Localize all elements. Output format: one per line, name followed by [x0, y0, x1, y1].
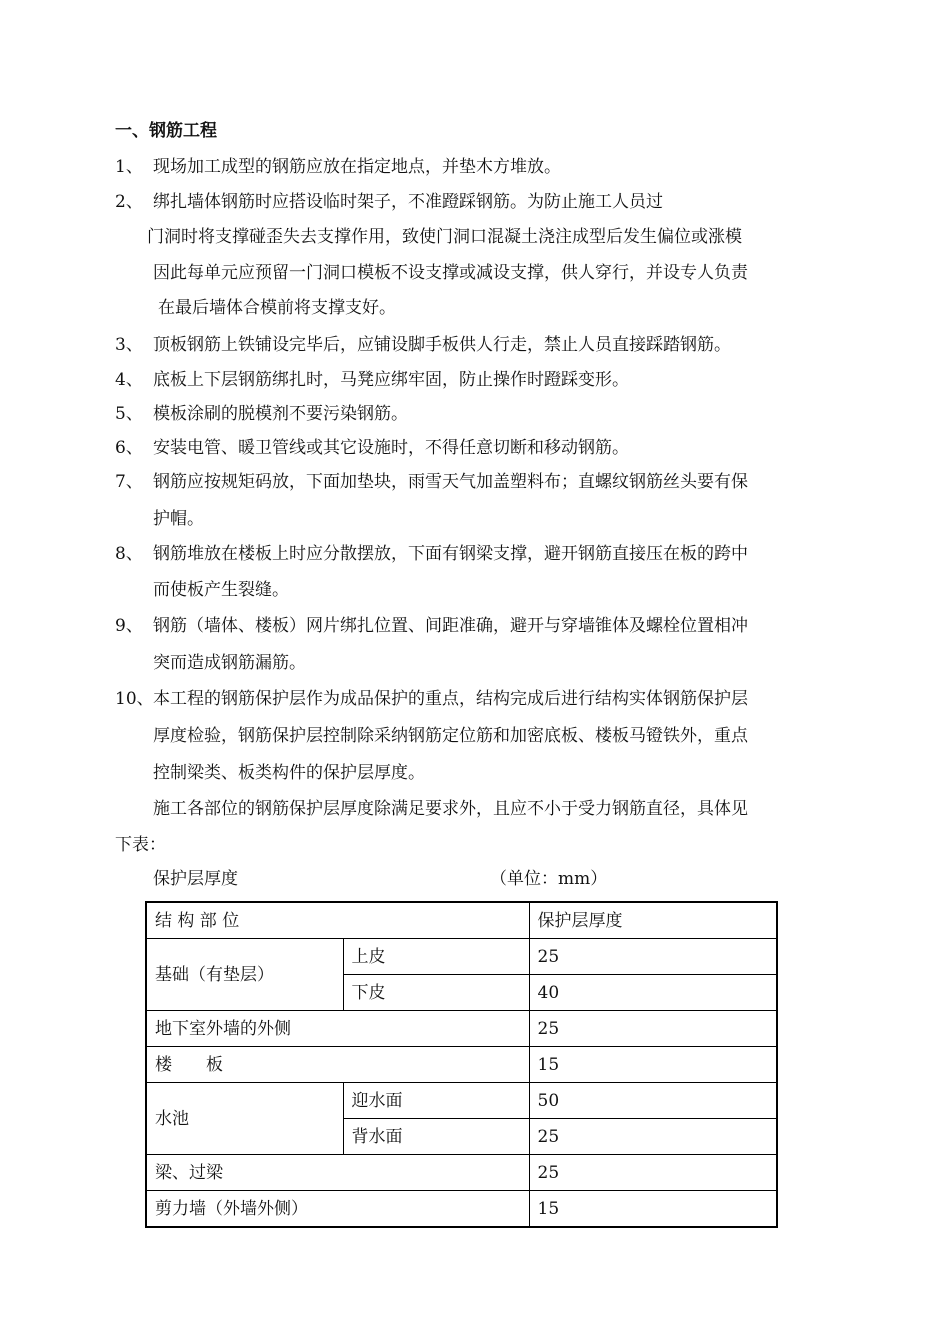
pool-back-value: 25 — [529, 1119, 777, 1155]
item-number: 8、 — [115, 544, 143, 564]
section-heading: 一、钢筋工程 — [115, 121, 217, 141]
item-text: 厚度检验，钢筋保护层控制除采纳钢筋定位筋和加密底板、楼板马镫铁外，重点 — [153, 726, 748, 746]
basement-wall-label: 地下室外墙的外侧 — [146, 1011, 529, 1047]
pool-front-label: 迎水面 — [343, 1083, 529, 1119]
item-text: 护帽。 — [153, 509, 204, 529]
item-text: 钢筋应按规矩码放，下面加垫块，雨雪天气加盖塑料布；直螺纹钢筋丝头要有保 — [153, 472, 748, 492]
item-number: 10、 — [115, 689, 154, 709]
header-cover-thickness: 保护层厚度 — [529, 902, 777, 939]
table-row — [146, 1191, 777, 1228]
pool-front-value: 50 — [529, 1083, 777, 1119]
item-text: 因此每单元应预留一门洞口模板不设支撑或减设支撑，供人穿行，并设专人负责 — [153, 263, 748, 283]
item-text: 门洞时将支撑碰歪失去支撑作用，致使门洞口混凝土浇注成型后发生偏位或涨模 — [147, 227, 742, 247]
item-text: 底板上下层钢筋绑扎时，马凳应绑牢固，防止操作时蹬踩变形。 — [153, 370, 629, 390]
item-number: 7、 — [115, 472, 143, 492]
paragraph-text: 施工各部位的钢筋保护层厚度除满足要求外，且应不小于受力钢筋直径，具体见 — [153, 799, 748, 819]
item-text: 绑扎墙体钢筋时应搭设临时架子，不准蹬踩钢筋。为防止施工人员过 — [153, 192, 663, 212]
table-title: 保护层厚度 — [153, 869, 238, 889]
paragraph-text: 下表： — [115, 835, 166, 855]
item-number: 4、 — [115, 370, 143, 390]
basement-wall-value: 25 — [529, 1011, 777, 1047]
item-text: 控制梁类、板类构件的保护层厚度。 — [153, 763, 425, 783]
cover-thickness-table — [145, 901, 778, 1228]
item-text: 而使板产生裂缝。 — [153, 580, 289, 600]
item-number: 3、 — [115, 335, 143, 355]
table-row — [146, 1011, 777, 1047]
floor-slab-label: 楼 板 — [146, 1047, 529, 1083]
item-number: 5、 — [115, 404, 143, 424]
item-text: 钢筋堆放在楼板上时应分散摆放，下面有钢梁支撑，避开钢筋直接压在板的跨中 — [153, 544, 748, 564]
table-row — [146, 1083, 777, 1119]
foundation-bottom-label: 下皮 — [343, 975, 529, 1011]
floor-slab-value: 15 — [529, 1047, 777, 1083]
table-row — [146, 939, 777, 975]
item-number: 1、 — [115, 157, 143, 177]
table-row — [146, 1155, 777, 1191]
shear-wall-label: 剪力墙（外墙外侧） — [146, 1191, 529, 1228]
shear-wall-value: 15 — [529, 1191, 777, 1228]
table-header-row — [146, 902, 777, 939]
item-text: 突而造成钢筋漏筋。 — [153, 653, 306, 673]
item-text: 顶板钢筋上铁铺设完毕后，应铺设脚手板供人行走，禁止人员直接踩踏钢筋。 — [153, 335, 731, 355]
item-number: 9、 — [115, 616, 143, 636]
beam-label: 梁、过梁 — [146, 1155, 529, 1191]
item-number: 2、 — [115, 192, 143, 212]
header-structure-part: 结 构 部 位 — [146, 902, 529, 939]
pool-label: 水池 — [146, 1083, 343, 1155]
item-text: 本工程的钢筋保护层作为成品保护的重点，结构完成后进行结构实体钢筋保护层 — [153, 689, 748, 709]
foundation-bottom-value: 40 — [529, 975, 777, 1011]
foundation-top-value: 25 — [529, 939, 777, 975]
item-number: 6、 — [115, 438, 143, 458]
table-unit: （单位：mm） — [490, 869, 608, 889]
item-text: 在最后墙体合模前将支撑支好。 — [158, 298, 396, 318]
item-text: 模板涂刷的脱模剂不要污染钢筋。 — [153, 404, 408, 424]
foundation-top-label: 上皮 — [343, 939, 529, 975]
pool-back-label: 背水面 — [343, 1119, 529, 1155]
foundation-label: 基础（有垫层） — [146, 939, 343, 1011]
beam-value: 25 — [529, 1155, 777, 1191]
table-row — [146, 1047, 777, 1083]
item-text: 钢筋（墙体、楼板）网片绑扎位置、间距准确，避开与穿墙锥体及螺栓位置相冲 — [153, 616, 748, 636]
item-text: 安装电管、暖卫管线或其它设施时，不得任意切断和移动钢筋。 — [153, 438, 629, 458]
item-text: 现场加工成型的钢筋应放在指定地点，并垫木方堆放。 — [153, 157, 561, 177]
